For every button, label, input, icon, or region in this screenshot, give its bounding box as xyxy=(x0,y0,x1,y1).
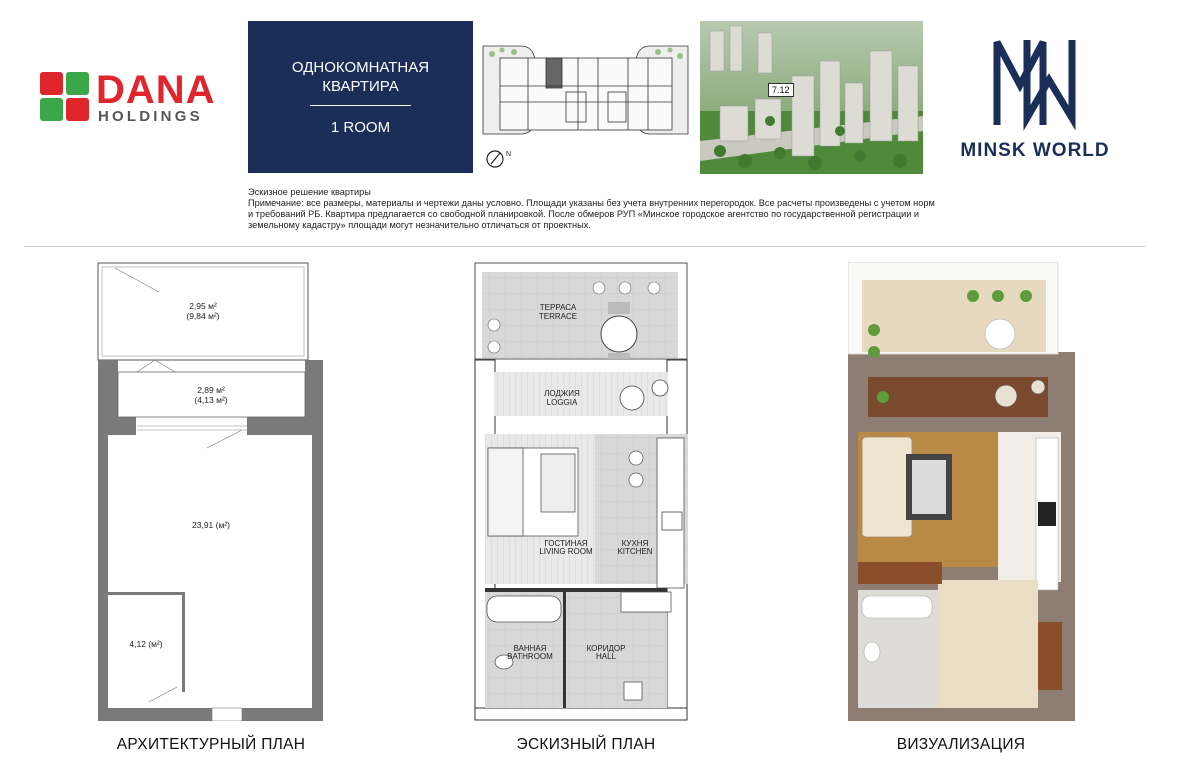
apartment-title-box xyxy=(248,21,473,173)
svg-text:(9,84 м²): (9,84 м²) xyxy=(186,311,220,321)
building-number-badge: 7.12 xyxy=(768,83,794,97)
title-divider xyxy=(310,105,411,106)
room-count: 1 ROOM xyxy=(330,119,391,136)
svg-text:ВАННАЯ: ВАННАЯ xyxy=(513,644,547,653)
sketch-plan-caption: ЭСКИЗНЫЙ ПЛАН xyxy=(516,736,656,753)
minsk-world-wordmark: MINSK WORLD xyxy=(960,140,1110,161)
svg-text:LOGGIA: LOGGIA xyxy=(546,398,578,407)
svg-text:4,12 (м²): 4,12 (м²) xyxy=(129,639,163,649)
svg-text:KITCHEN: KITCHEN xyxy=(617,547,653,556)
notes-heading: Эскизное решение квартиры xyxy=(248,187,371,197)
header-divider xyxy=(24,246,1146,247)
svg-text:23,91 (м²): 23,91 (м²) xyxy=(192,520,230,530)
svg-text:ТЕРРАСА: ТЕРРАСА xyxy=(539,303,577,312)
apartment-title: ОДНОКОМНАТНАЯ КВАРТИРА xyxy=(291,59,430,95)
dana-squares-icon xyxy=(40,72,90,122)
architectural-plan-caption: АРХИТЕКТУРНЫЙ ПЛАН xyxy=(116,736,306,753)
svg-text:КУХНЯ: КУХНЯ xyxy=(621,539,649,548)
svg-text:N: N xyxy=(506,151,512,158)
architectural-plan xyxy=(97,262,323,721)
svg-text:2,95 м²: 2,95 м² xyxy=(189,301,217,311)
dana-wordmark: DANA xyxy=(96,68,216,112)
dana-holdings-logo xyxy=(40,70,235,130)
minsk-world-logo xyxy=(945,30,1125,165)
disclaimer-notes xyxy=(248,187,938,231)
sketch-plan xyxy=(474,262,688,721)
svg-text:LIVING ROOM: LIVING ROOM xyxy=(539,547,593,556)
svg-text:(4,13 м²): (4,13 м²) xyxy=(194,395,228,405)
mw-monogram-icon xyxy=(945,30,1125,135)
notes-body: Примечание: все размеры, материалы и чертежи даны условно. Площади указаны без учета внутренних перегородок. Все расчеты произведены с учетом норм и требований РБ. Квартира предлагается со свободной планировкой. После обмеров РУП «Минское городское агентство по государственной регистрации и земельному кадастру» площади могут незначительно отличаться от проектных. xyxy=(248,198,935,230)
aerial-render-image xyxy=(700,21,923,174)
svg-text:2,89 м²: 2,89 м² xyxy=(197,385,225,395)
svg-text:TERRACE: TERRACE xyxy=(538,312,578,321)
svg-text:BATHROOM: BATHROOM xyxy=(507,652,553,661)
holdings-wordmark: HOLDINGS xyxy=(98,108,203,125)
visualization-plan xyxy=(848,262,1075,721)
building-floor-thumbnail xyxy=(478,36,693,176)
compass-icon xyxy=(487,151,511,167)
svg-text:HALL: HALL xyxy=(595,652,617,661)
svg-text:ГОСТИНАЯ: ГОСТИНАЯ xyxy=(544,539,588,548)
visualization-caption: ВИЗУАЛИЗАЦИЯ xyxy=(896,736,1026,753)
svg-text:КОРИДОР: КОРИДОР xyxy=(586,644,626,653)
svg-text:ЛОДЖИЯ: ЛОДЖИЯ xyxy=(544,389,580,398)
